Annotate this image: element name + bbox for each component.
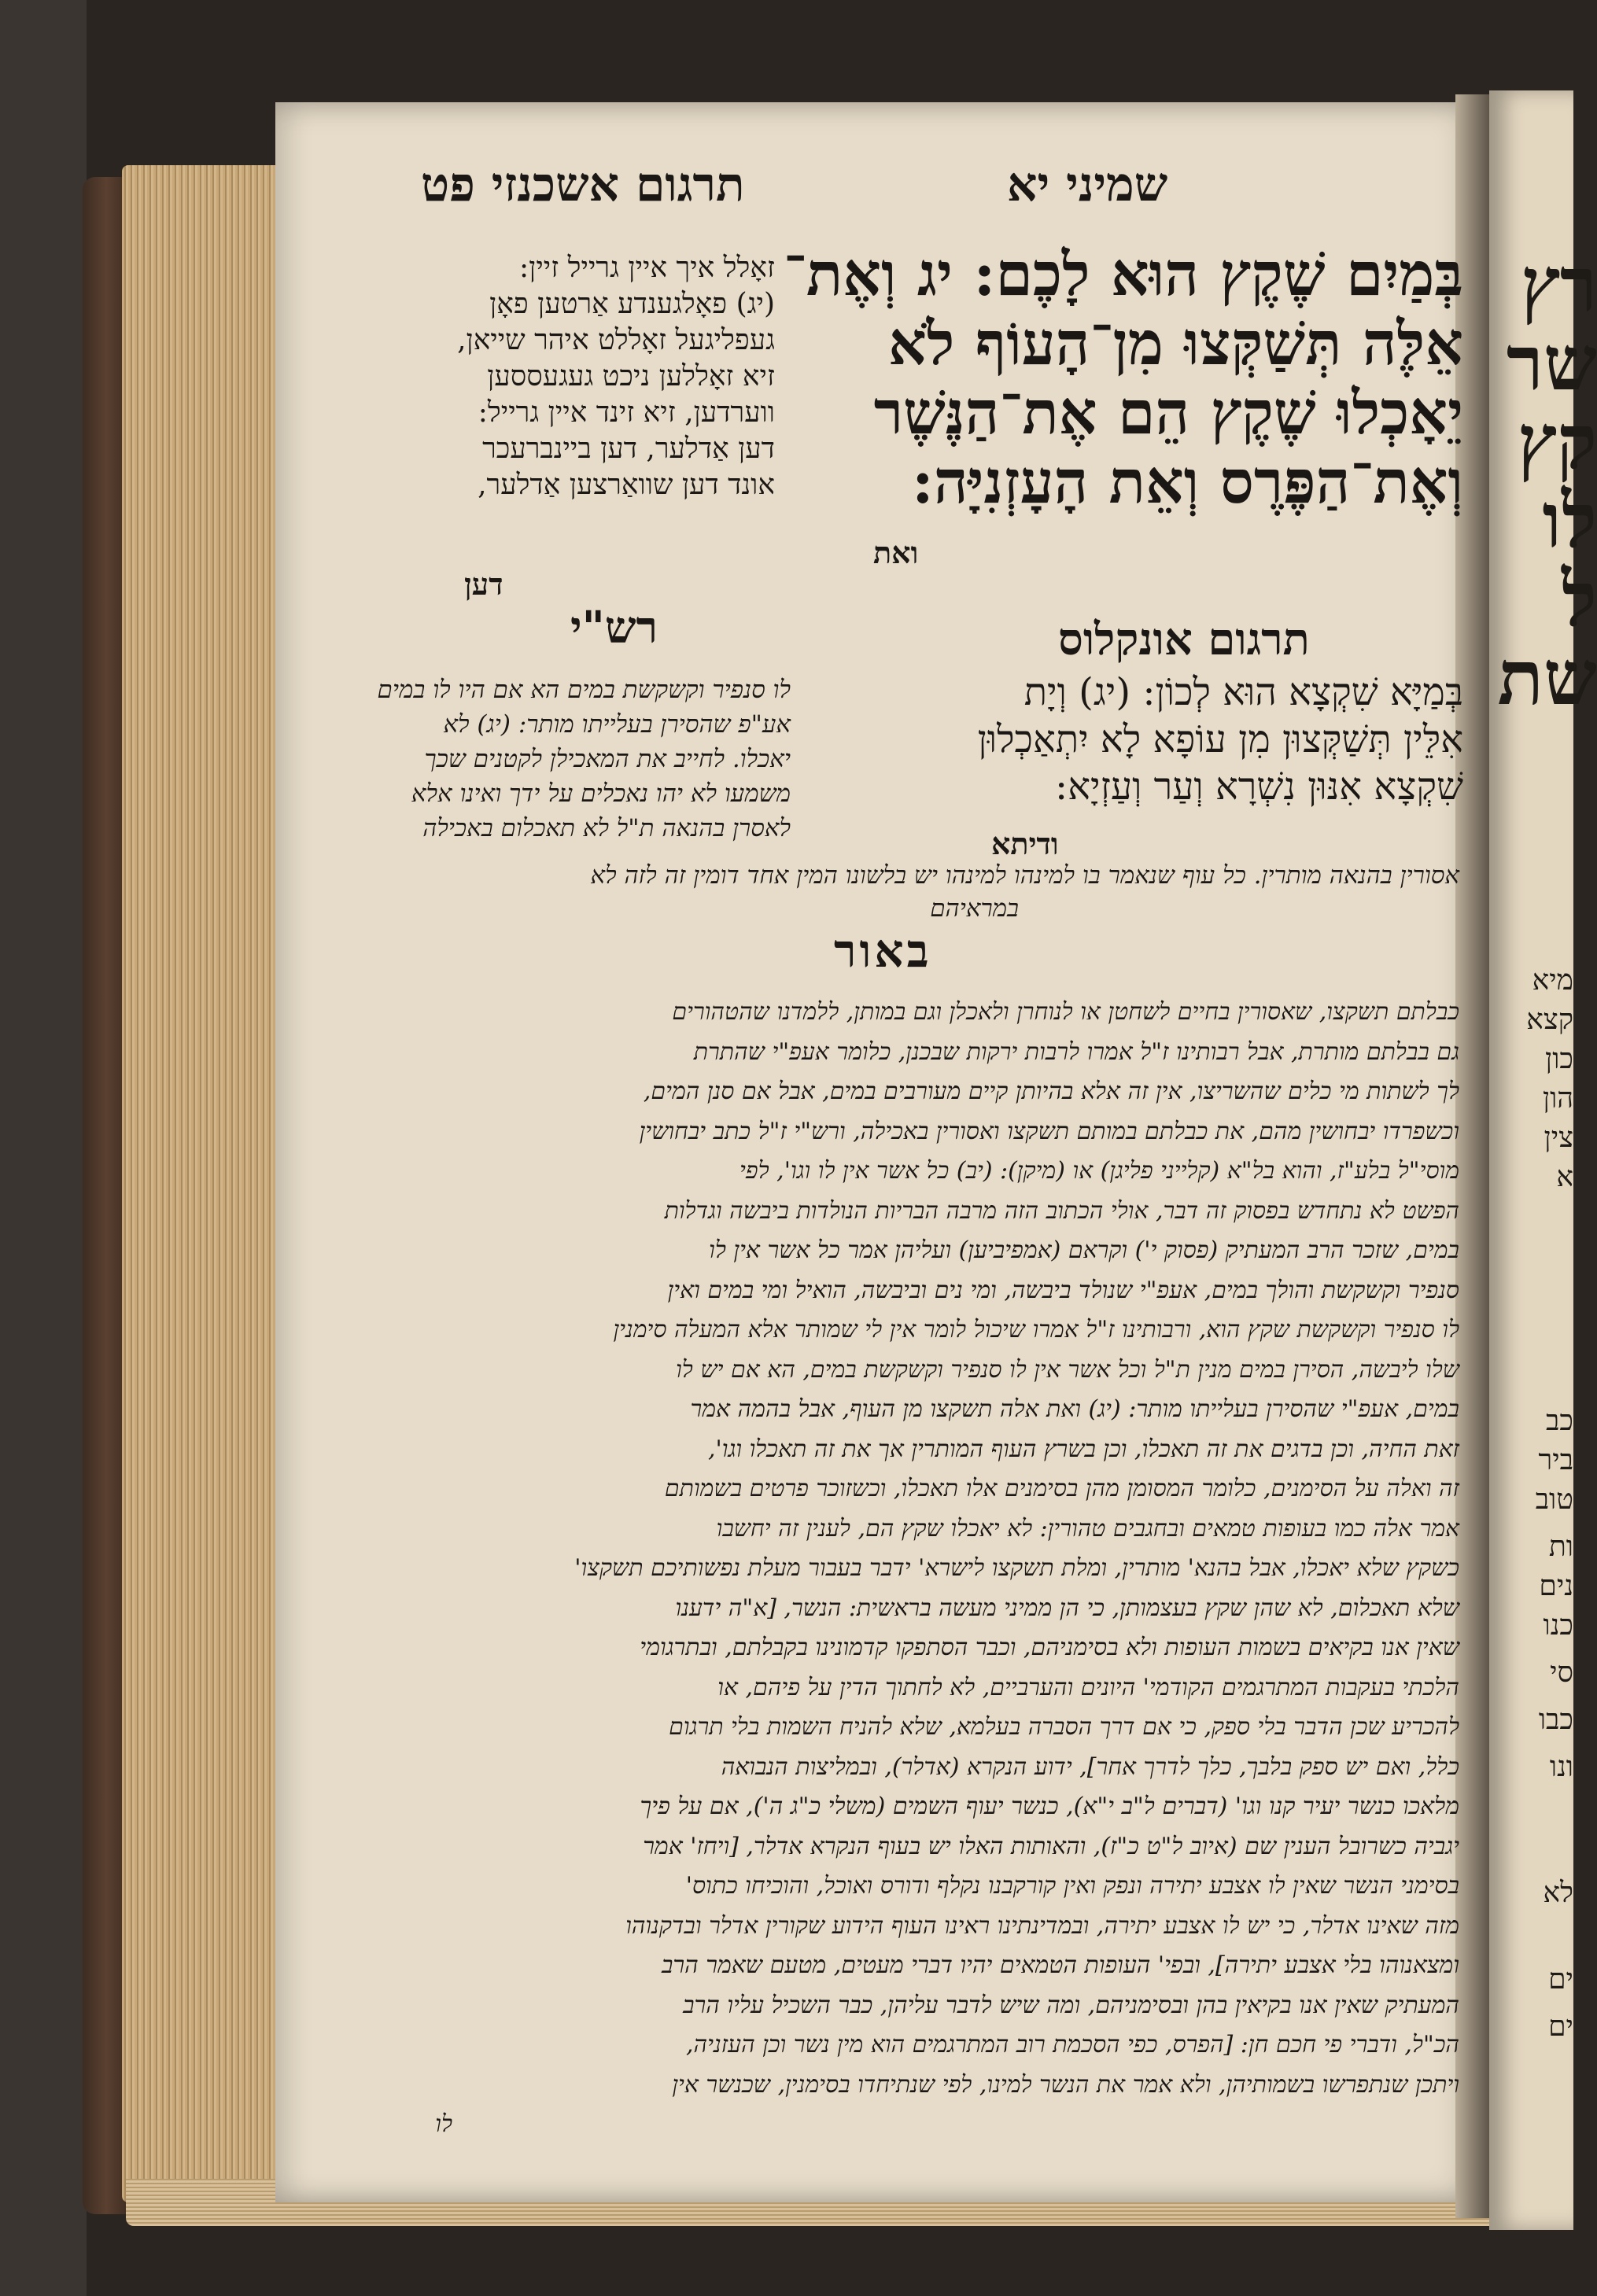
biur-line: הפשט לא נתחדש בפסוק זה דבר, אולי הכתוב הזה מרבה הבריות הנולדות ביבשה וגדלות bbox=[664, 1196, 1459, 1225]
verse-line: אֵלֶּה תְּשַׁקְּצוּ מִן־הָעוֹף לֹא bbox=[888, 308, 1463, 378]
biur-line: גם בבלתם מותרת, אבל רבותינו ז"ל אמרו לרבות ירקות שבכנן, כלומר אעפ"י שהתרת bbox=[693, 1037, 1459, 1066]
facing-line: א bbox=[1556, 1161, 1573, 1193]
biur-line: שלא תאכלום, לא שהן שקץ בעצמותן, כי הן ממיני מעשה בראשית: הנשר, [א"ה ידענו bbox=[675, 1594, 1459, 1622]
rashi-line: לו סנפיר וקשקשת במים הא אם היו לו במים bbox=[377, 676, 791, 704]
verse-catchword: ואת bbox=[873, 535, 919, 570]
facing-line: ל bbox=[1562, 555, 1597, 643]
biur-line: הלכתי בעקבות המתרגמים הקודמי' היונים והערביים, לא לחתוך הדין על פיהם, או bbox=[717, 1673, 1459, 1701]
biur-line: וכשפרדו יבחושין מהם, את כבלתם במותם תשקצו ואסורין באכילה, ורש"י ז"ל כתב יבחושין bbox=[639, 1117, 1459, 1145]
facing-page-fragment bbox=[1489, 90, 1597, 2230]
rashi-line: יאכלו. לחייב את המאכילן לקטנים שכך bbox=[424, 745, 791, 773]
facing-line: ים bbox=[1548, 2010, 1573, 2043]
biur-line: במים, שזכר הרב המעתיק (פסוק י') וקראם (אמפיביען) ועליהן אמר כל אשר אין לו bbox=[709, 1236, 1459, 1264]
facing-line: שר bbox=[1506, 319, 1597, 407]
biur-line: במים, אעפ"י שהסירן בעלייתו מותר: (יג) ואת אלה תשקצו מן העוף, אבל בהמה אמר bbox=[690, 1395, 1459, 1423]
yiddish-line: זיא זאָללען ניכט געגעססען bbox=[487, 360, 775, 392]
yiddish-line: געפליגעל זאָללט איהר שייאן, bbox=[457, 324, 775, 356]
rashi-line: משמעו לא יהו נאכלים על ידך ואינו אלא bbox=[411, 779, 791, 808]
rashi-line: במראיהם bbox=[930, 894, 1019, 923]
onkelos-line: אִלֵּין תְּשַׁקְּצוּן מִן עוֹפָא לָא יִתְאַכְלוּן bbox=[977, 717, 1463, 761]
facing-line: לא bbox=[1543, 1877, 1573, 1909]
facing-line: ים bbox=[1548, 1963, 1573, 1996]
facing-line: לו bbox=[1542, 476, 1597, 565]
rashi-continuation bbox=[413, 859, 1459, 925]
biur-line: להכריע שכן הדבר בלי ספק, כי אם דרך הסברה בעלמא, שלא להניח השמות בלי תרגום bbox=[669, 1713, 1459, 1741]
biur-line: לך לשתות מי כלים שהשריצו, אין זה אלא בהיותן קיים מעורבים במים, אבל אם סנן המים, bbox=[643, 1078, 1459, 1105]
facing-line: סי bbox=[1550, 1657, 1573, 1689]
biur-heading: באור bbox=[834, 924, 932, 978]
facing-line: צין bbox=[1544, 1122, 1573, 1154]
facing-line: קצא bbox=[1526, 1004, 1573, 1036]
biur-line: מוסי"ל בלע"ז, והוא בל"א (קלייני פליגן) או (מיקן): (יב) כל אשר אין לו וגו', לפי bbox=[739, 1157, 1459, 1185]
background-left bbox=[0, 0, 87, 2296]
biur-line: כלל, ואם יש ספק בלבך, כלך לדרך אחר], ידוע הנקרא (אדלר), ובמליצות הנבואה bbox=[721, 1752, 1459, 1781]
facing-line: כב bbox=[1546, 1405, 1573, 1437]
facing-line: ביר bbox=[1538, 1444, 1573, 1476]
biur-line: שאין אנו בקיאים בשמות העופות ולא בסימניהם, וכבר הסתפקו קדמונינו בקבלתם, ובתרגומי bbox=[640, 1634, 1459, 1661]
biur-line: זאת החיה, וכן בדגים את זה תאכלו, וכן בשרץ העוף המותרין אך את זה תאכלו וגו', bbox=[708, 1435, 1459, 1463]
rashi-line: לאסרן בהנאה ת"ל לא תאכלום באכילה bbox=[422, 814, 791, 842]
page-fore-edge bbox=[122, 165, 283, 2202]
running-header-parasha: שמיני יא bbox=[1007, 157, 1168, 212]
biur-line: אמר אלה כמו בעופות טמאים ובחגבים טהורין: לא יאכלו שקץ הם, לענין זה יחשבו bbox=[716, 1514, 1459, 1542]
biur-line: מלאכו כנשר יעיר קנו וגו' (דברים ל"ב י"א), כנשר יעוף השמים (משלי כ"ג ה'), אם על פיך bbox=[640, 1793, 1459, 1820]
onkelos-line: בְּמַיָּא שִׁקְצָא הוּא לְכוֹן: (יג) וְיָת bbox=[1023, 670, 1463, 714]
facing-line: כון bbox=[1545, 1043, 1573, 1075]
yiddish-line: דען אַדלער, דען ביינברעכר bbox=[482, 433, 775, 465]
facing-line: רץ bbox=[1520, 240, 1597, 329]
biur-line: המעתיק שאין אנו בקיאין בהן ובסימניהם, ומה שיש לדבר עליהן, כבר השכיל עליו הרב bbox=[683, 1991, 1459, 2019]
verse-text bbox=[783, 239, 1463, 517]
biur-catchword: לו bbox=[435, 2110, 452, 2138]
rashi-line: אע"פ שהסירן בעלייתו מותר: (יג) לא bbox=[443, 710, 791, 739]
rashi-heading: רש"י bbox=[570, 602, 658, 654]
yiddish-line: (יג) פאָלגענדע אַרטען פאָן bbox=[489, 288, 775, 320]
yiddish-translation bbox=[413, 250, 775, 503]
running-header-page: תרגום אשכנזי פט bbox=[421, 157, 745, 212]
yiddish-line: ווערדען, זיא זינד איין גרייל: bbox=[478, 396, 775, 429]
rashi-line: אסורין בהנאה מותרין. כל עוף שנאמר בו למינהו למינהו יש בלשונו המין אחד דומין זה לזה לא bbox=[590, 861, 1459, 890]
biur-line: ויתכן שנתפרשו בשמותיהן, ולא אמר את הנשר למינו, לפי שנתיחדו בסימנין, שכנשר אין bbox=[672, 2070, 1459, 2099]
biur-line: כבלתם תשקצו, שאסורין בחיים לשחטן או לנוחרן ולאכלן וגם במותן, ללמדנו שהטהורים bbox=[672, 998, 1459, 1026]
onkelos-heading: תרגום אונקלוס bbox=[1058, 614, 1310, 665]
facing-line: הון bbox=[1542, 1082, 1573, 1115]
biur-line: ומצאנוהו בלי אצבע יתירה], ובפי' העופות הטמאים יהיו דברי מעטים, מטעם שאמר הרב bbox=[661, 1951, 1459, 1979]
facing-line: כבו bbox=[1538, 1704, 1573, 1736]
facing-line: נים bbox=[1539, 1570, 1573, 1602]
yiddish-line: אונד דען שוואַרצען אַדלער, bbox=[478, 469, 775, 501]
rashi-text bbox=[377, 673, 791, 846]
biur-line: הכ"ל, ודברי פי חכם חן: [הפרס, כפי הסכמת רוב המתרגמים הוא מין נשר וכן העזניה, bbox=[686, 2031, 1459, 2058]
facing-line: ות bbox=[1548, 1531, 1573, 1563]
biur-line: לו סנפיר וקשקשת שקץ הוא, ורבותינו ז"ל אמרו שיכול לומר אין לי שמותר אלא המעלה סימנין bbox=[613, 1316, 1459, 1343]
biur-line: מזה שאינו אדלר, כי יש לו אצבע יתירה, ובמדינתינו ראינו העוף הידוע שקורין אדלר ובדקנוהו bbox=[625, 1911, 1459, 1940]
yiddish-line: זאָלל איך איין גרייל זיין: bbox=[519, 252, 775, 284]
verse-line: יֵאָכְלוּ שֶׁקֶץ הֵם אֶת־הַנֶּשֶׁר bbox=[873, 378, 1463, 448]
onkelos-catchword: ודיתא bbox=[991, 826, 1059, 861]
verse-line: בְּמַיִם שֶׁקֶץ הוּא לָכֶם: יג וְאֶת־ bbox=[783, 239, 1463, 309]
biur-line: בסימני הנשר שאין לו אצבע יתירה ונפק ואין קורקבנו נקלף ודורס ואוכל, והוכיחו כתוס' bbox=[685, 1872, 1459, 1900]
biur-text bbox=[409, 993, 1459, 2145]
facing-line: שת bbox=[1497, 633, 1597, 722]
onkelos-line: שִׁקְצָא אִנּוּן נִשְׁרָא וְעַר וְעַזְיָא: bbox=[1055, 765, 1463, 809]
verse-line: וְאֶת־הַפֶּרֶס וְאֵת הָעָזְנִיָּה: bbox=[911, 447, 1463, 517]
biur-line: שלו ליבשה, הסירן במים מנין ת"ל וכל אשר אין לו סנפיר וקשקשת במים, הא אם יש לו bbox=[676, 1355, 1459, 1384]
biur-line: כשקץ שלא יאכלו, אבל בהנא' מותרין, ומלת תשקצו לישרא' ידבר בעבור מעלת נפשותיכם תשקצו' bbox=[574, 1554, 1459, 1582]
biur-line: סנפיר וקשקשת והולך במים, אעפ"י שנולד ביבשה, ומי נים וביבשה, הואיל ומי במים ואין bbox=[667, 1276, 1459, 1304]
facing-line: קץ bbox=[1517, 397, 1597, 486]
facing-line: כנו bbox=[1543, 1609, 1573, 1642]
biur-line: זה ואלה על הסימנים, כלומר המסומן מהן בסימנים אלו תאכלו, וכשזוכר פרטים בשמותם bbox=[664, 1475, 1459, 1502]
onkelos-text bbox=[810, 669, 1463, 810]
biur-line: יגביה כשרובל הענין שם (איוב ל"ט כ"ז), והאותות האלו יש בעוף הנקרא אדלר, [ויחז' אמר bbox=[643, 1832, 1459, 1860]
facing-line: ונו bbox=[1549, 1751, 1573, 1783]
yiddish-catchword: דען bbox=[464, 566, 503, 602]
facing-line: מיא bbox=[1532, 964, 1573, 997]
facing-line: טוב bbox=[1535, 1483, 1573, 1516]
